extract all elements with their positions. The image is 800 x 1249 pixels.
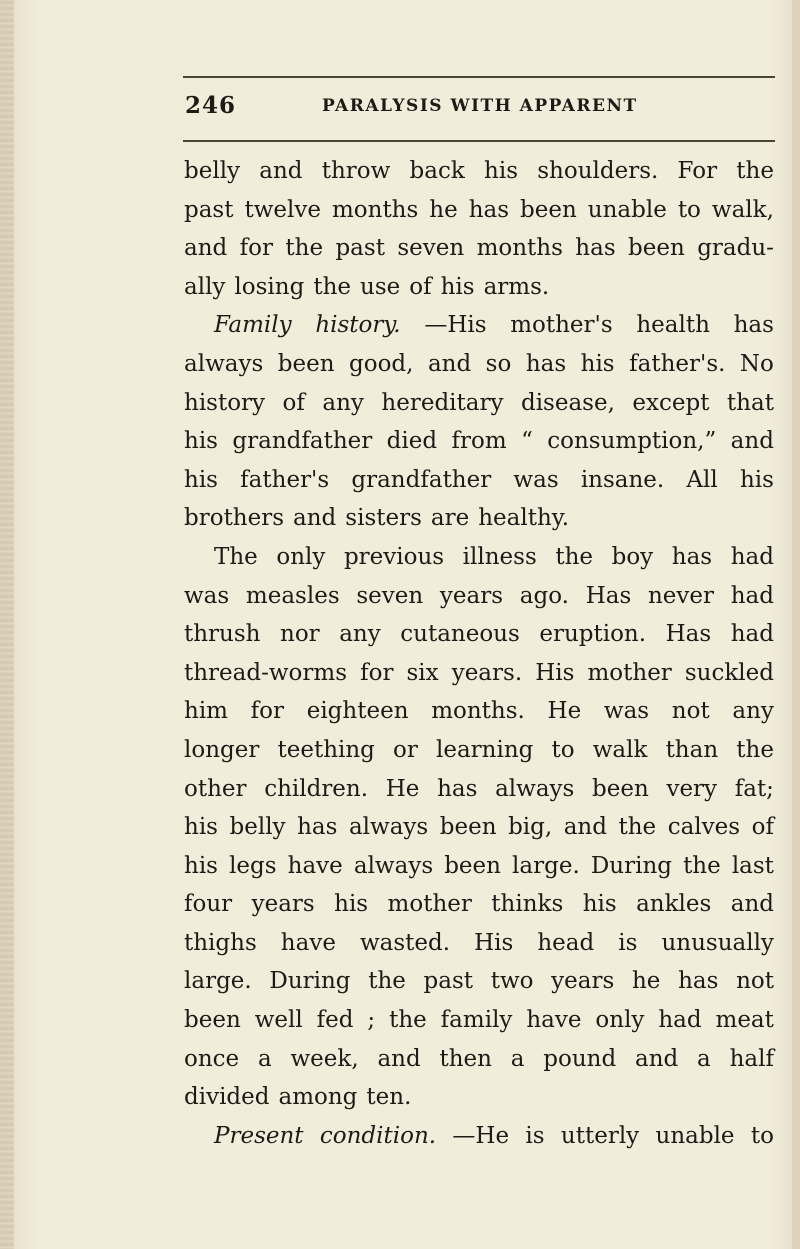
word: his [484,158,519,184]
text-line [184,351,774,390]
word: Has [585,582,632,609]
word: consumption,” [547,428,717,455]
running-title: PARALYSIS WITH APPARENT [322,96,638,116]
word: are [430,505,470,532]
text-line [184,776,774,815]
word: only [276,543,326,570]
text-line [184,621,774,660]
word: sisters [345,505,422,532]
word: gradu- [697,235,774,262]
word: his [582,891,617,918]
word: has [525,350,567,377]
word: a [257,1045,272,1072]
word: for [360,659,394,686]
word: condition. [319,1122,437,1149]
word: been [592,775,649,802]
word: and [635,1045,679,1072]
page-number: 246 [185,92,237,119]
word: ago. [519,582,569,609]
word: months [331,196,419,223]
word: healthy. [478,505,570,532]
word: fed [316,1007,354,1034]
text-line [184,814,774,853]
text-line [184,274,774,313]
word: belly [184,158,241,184]
word: years [551,968,615,995]
word: from [451,428,507,455]
word: his [334,891,369,918]
word: big, [508,814,553,841]
word: always [495,775,575,802]
word: cutaneous [400,621,520,648]
word: and [377,1045,421,1072]
text-line [184,968,774,1007]
word: to [750,1122,774,1149]
text-line [184,1046,774,1085]
text-line [184,390,774,429]
word: his [739,466,774,493]
word: large. [512,852,580,879]
word: mother's [510,312,613,339]
word: has [437,775,478,802]
word: had [730,582,774,609]
word: been [439,814,497,841]
word: For [677,158,718,184]
word: His [474,929,514,956]
word: a [697,1045,711,1072]
word: been [520,196,577,223]
word: nor [280,621,320,648]
word: week, [290,1045,359,1072]
word: head [537,929,595,956]
word: past [335,235,385,262]
text-line [184,1123,774,1162]
word: been [444,852,501,879]
word: thighs [184,929,257,956]
text-line [184,1084,774,1123]
word: hereditary [381,389,504,416]
word: so [485,350,512,377]
word: of [751,814,774,841]
word: two [490,968,534,995]
word: measles [245,582,340,609]
text-line [184,197,774,236]
word: of [282,389,305,416]
word: not [671,698,710,725]
word: family [440,1007,513,1034]
word: among [278,1084,358,1111]
word: months [476,235,563,262]
word: walk, [711,196,774,223]
word: arms. [483,273,550,300]
word: twelve [244,196,321,223]
word: ; [367,1007,376,1034]
word: or [393,736,418,763]
word: thinks [491,891,564,918]
header-bottom-rule [183,140,775,142]
word: his [184,466,218,493]
word: unable [655,1122,735,1149]
word: belly [229,814,286,841]
word: unusually [661,929,774,956]
text-line [184,930,774,969]
word: his [184,852,218,879]
word: years [251,891,315,918]
word: always [353,852,434,879]
word: insane. [580,466,665,493]
word: was [513,466,559,493]
word: good, [349,350,414,377]
word: history. [315,312,401,339]
word: eruption. [539,621,647,648]
word: and [293,505,337,532]
word: seven [356,582,424,609]
word: children. [264,775,369,802]
word: years. [451,659,523,686]
word: except [632,389,710,416]
word: his [440,273,475,300]
word: the [683,852,721,879]
word: father's. [629,350,726,377]
word: died [386,428,438,455]
word: the [736,736,774,763]
word: of [409,273,432,300]
word: ankles [636,891,712,918]
word: the [736,158,774,184]
word: thrush [184,621,261,648]
word: had [658,1007,702,1034]
word: has [468,196,510,223]
word: ally [184,273,226,300]
word: once [184,1045,240,1072]
word: been [184,1007,241,1034]
word: During [590,852,672,879]
word: months. [431,698,525,725]
word: Present [214,1122,304,1149]
text-line [184,853,774,892]
word: he [429,196,458,223]
word: previous [343,543,445,570]
running-header [185,92,775,126]
word: pound [543,1045,617,1072]
text-line [184,505,774,544]
header-top-rule [183,76,775,78]
word: any [732,698,774,725]
word: any [339,621,381,648]
word: longer [184,736,260,763]
word: well [254,1007,303,1034]
text-line [184,737,774,776]
word: and [730,891,774,918]
word: mother [387,891,472,918]
word: that [726,389,774,416]
word: Family [214,312,292,339]
word: for [239,235,273,262]
page-right-edge [792,0,800,1249]
word: has [678,968,719,995]
word: legs [229,852,277,879]
word: and [730,428,774,455]
word: boy [611,543,654,570]
word: mother [587,659,672,686]
word: wasted. [359,929,451,956]
word: past [423,968,474,995]
word: always [348,814,429,841]
word: him [184,698,228,725]
word: unable [587,196,667,223]
word: disease, [520,389,615,416]
page-binding-edge [0,0,14,1249]
word: health [636,312,710,339]
word: very [666,775,718,802]
word: years [439,582,504,609]
word: utterly [560,1122,640,1149]
word: He [385,775,420,802]
word: shoulders. [537,158,659,184]
word: his [580,350,615,377]
word: meat [715,1007,774,1034]
word: the [618,814,657,841]
word: his [184,428,218,455]
word: the [368,968,406,995]
word: use [360,273,401,300]
word: the [285,235,324,262]
word: is [618,929,638,956]
word: large. [184,968,252,995]
body-text [184,158,774,1161]
word: illness [462,543,537,570]
word: —His [424,312,487,339]
word: No [739,350,774,377]
word: brothers [184,505,285,532]
word: half [729,1045,774,1072]
text-line [184,235,774,274]
word: only [595,1007,645,1034]
word: has [671,543,713,570]
word: throw [321,158,391,184]
word: was [184,582,230,609]
word: “ [521,428,533,455]
word: have [287,852,343,879]
text-line [184,158,774,197]
word: other [184,775,247,802]
word: suckled [684,659,774,686]
word: not [736,968,774,995]
word: thread-worms [184,659,348,686]
word: and [563,814,607,841]
word: to [551,736,575,763]
word: has [297,814,338,841]
word: and [259,158,303,184]
word: for [250,698,285,725]
word: the [555,543,594,570]
text-line [184,660,774,699]
word: than [665,736,719,763]
word: any [322,389,364,416]
word: been [277,350,335,377]
text-line [184,428,774,467]
word: been [628,235,685,262]
word: eighteen [306,698,409,725]
word: had [730,543,774,570]
word: calves [667,814,741,841]
word: grandfather [232,428,373,455]
word: was [603,698,650,725]
word: then [439,1045,492,1072]
word: father's [240,466,330,493]
word: Has [665,621,712,648]
word: four [184,891,233,918]
word: had [730,621,774,648]
text-line [184,312,774,351]
word: walk [592,736,648,763]
word: —He [452,1122,510,1149]
word: ten. [366,1084,412,1111]
word: and [427,350,472,377]
word: history [184,389,266,416]
word: has [733,312,774,339]
text-line [184,698,774,737]
word: never [647,582,715,609]
word: have [280,929,336,956]
word: is [525,1122,545,1149]
word: past [184,196,234,223]
word: divided [184,1084,270,1111]
word: All [686,466,718,493]
word: the [389,1007,427,1034]
word: a [510,1045,525,1072]
word: His [535,659,575,686]
word: back [409,158,465,184]
word: He [547,698,582,725]
word: has [575,235,616,262]
word: learning [436,736,534,763]
word: seven [397,235,465,262]
text-line [184,544,774,583]
text-line [184,1007,774,1046]
word: grandfather [351,466,492,493]
word: teething [277,736,375,763]
word: fat; [734,775,774,802]
word: losing [234,273,305,300]
word: have [526,1007,582,1034]
text-line [184,891,774,930]
word: and [184,235,228,262]
text-line [184,467,774,506]
word: last [731,852,774,879]
word: six [406,659,439,686]
word: he [631,968,661,995]
word: During [269,968,351,995]
word: the [313,273,351,300]
text-line [184,583,774,622]
word: to [677,196,701,223]
word: his [184,814,218,841]
word: always [184,350,264,377]
word: The [214,543,258,570]
